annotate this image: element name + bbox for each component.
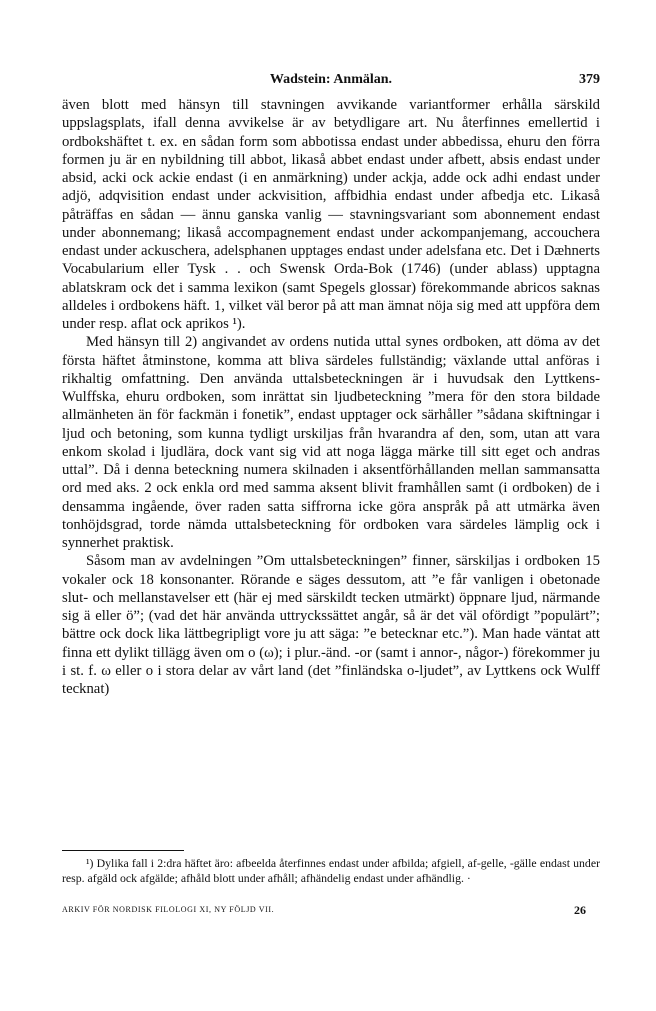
footnote: ¹) Dylika fall i 2:dra häftet äro: afbeelda återfinnes endast under afbilda; afgiell, af-gelle, -gälle endast under resp. afgäld ock afgälde; afhåld blott under afhåll; afhändelig endast under afhändlig. · [62, 856, 600, 885]
page-number: 379 [579, 72, 600, 87]
paragraph-1: även blott med hänsyn till stavningen avvikande variantformer erhålla särskild uppslagsplats, ifall denna avvikelse är av betydligare art. Nu återfinnes emellertid i ordbokshäftet t. ex. en sådan form som abbotissa endast under abbedissa, ehuru den förra formen ju är en nybildning till abbot, likaså abbet endast under afbett, absis endast under absid, acki ock ackie endast (i en anmärkning) under ackja, adde ock adhi endast under adjö, adqvisition endast under ackvisition, affbidhia endast under afbedja etc. Likaså påträffas en sådan — ännu ganska vanlig — stavningsvariant som abonnement endast under abonnemang; likaså accompagnement endast under ackompanjemang, accouchera endast under ackuschera, adelsphanen upptages endast under adelsfana etc. Det i Dæhnerts Vocabularium eller Tysk . . och Swensk Orda-Bok (1746) (under ablass) upptagna ablatskram ock det i samma lexikon (samt Spegels glossar) förekommande abricos saknas alldeles i ordbokens häft. 1, vilket väl beror på att man ämnat nöja sig med att uppföra dem under resp. aflat ock aprikos ¹). [62, 97, 600, 332]
body-text [62, 96, 600, 698]
sheet-signature [62, 905, 600, 919]
sheet-number: 26 [574, 903, 586, 917]
running-head [62, 72, 600, 92]
paragraph-3: Såsom man av avdelningen ”Om uttalsbeteckningen” finner, särskiljas i ordboken 15 vokaler ock 18 konsonanter. Rörande e säges dessutom, att ”e får vanligen i obetonade slut- och mellanstavelser ett (här ej med särskildt tecken utmärkt) öppnare ljud, närmande sig ä eller ö”; (vad det här använda uttryckssättet angår, så är det väl ofördigt ”populärt”; bättre ock dock lika lättbegripligt vore ju att säga: ”e betecknar etc.”). Man hade väntat att finna ett dylikt tillägg även om o (ω); i plur.-änd. -or (samt i annor-, någor-) förekommer ju i st. f. ω eller o i stora delar av vårt land (det ”finländska o-ljudet”, av Lyttkens ock Wulff tecknat) [62, 553, 600, 697]
running-title: Wadstein: Anmälan. [269, 72, 393, 87]
footnote-rule [62, 850, 184, 851]
paragraph-2: Med hänsyn till 2) angivandet av ordens nutida uttal synes ordboken, att döma av det första häftet åtminstone, komma att bliva särdeles fullständig; växlande uttal anföras i rikhaltig omfattning. Den använda uttalsbeteckningen är i huvudsak den Lyttkens-Wulffska, ehuru ordboken, som inrättat sin ljudbeteckning ”mera för den stora bildade allmänheten än för fackmän i fonetik”, endast upptager ock särhåller ”sådana skiftningar i ljud och betoning, som kunna tydligt urskiljas från hvarandra af den, som, utan att vara enkom skolad i ljudlära, dock vant sig vid att noga lägga märke till sitt eget och andras uttal”. Då i denna beteckning numera skilnaden i aksentförhållanden mellan sammansatta ord med aks. 2 ock enkla ord med samma aksent blivit framhållen samt (i ordboken) de i densamma ingående, över raden satta siffrorna icke göra anspråk på att utmärka även tonhöjdsgrad, torde nämda uttalsbeteckning för ordboken vara särdeles lämplig ock i synnerhet praktisk. [62, 334, 600, 551]
signature-text: ARKIV FÖR NORDISK FILOLOGI XI, NY FÖLJD VII. [62, 905, 275, 914]
